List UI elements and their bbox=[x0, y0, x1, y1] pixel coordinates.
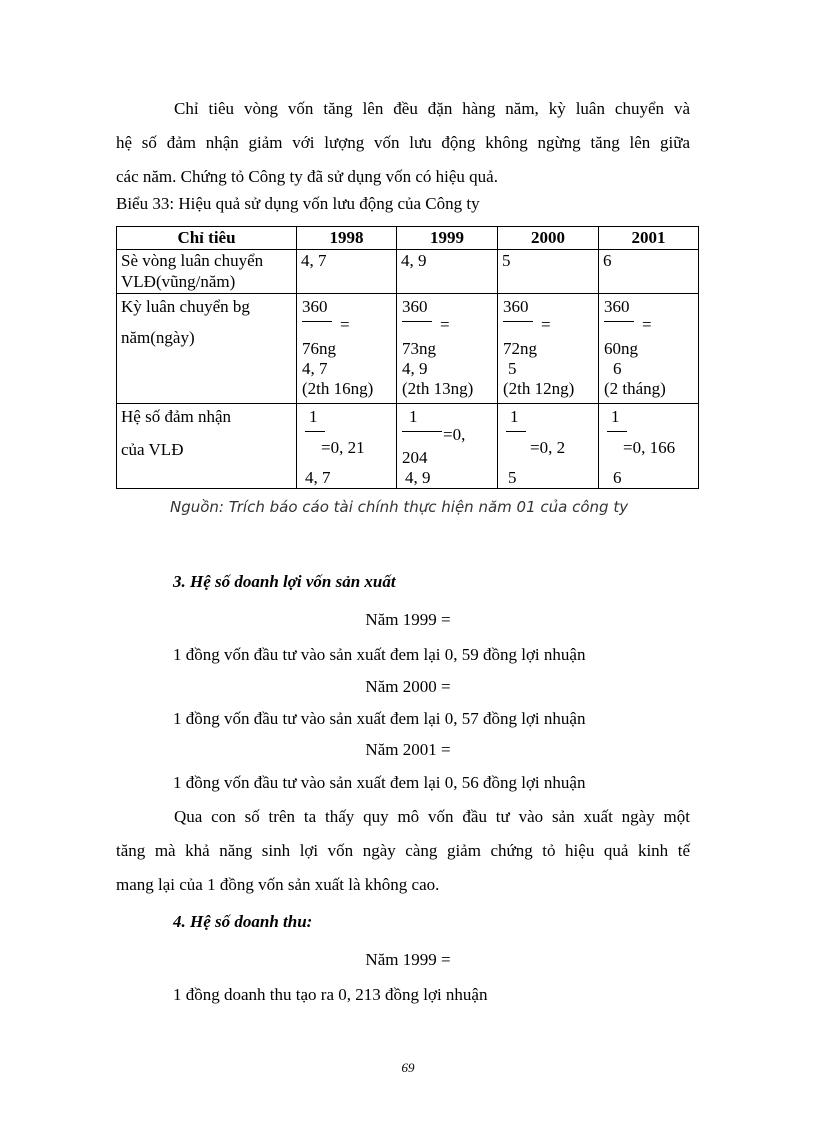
row3-cell-1999: 1 =0, 204 4, 9 bbox=[397, 404, 498, 489]
row2-label: Kỳ luân chuyển bg năm(ngày) bbox=[117, 294, 297, 404]
row3-label: Hệ số đảm nhận của VLĐ bbox=[117, 404, 297, 489]
section3-text-2001: 1 đồng vốn đầu tư vào sản xuất đem lại 0, 56 đồng lợi nhuận bbox=[173, 773, 586, 792]
intro-line-2: hệ số đảm nhận giảm với lượng vốn lưu động không ngừng tăng lên giữa bbox=[116, 133, 690, 152]
table-header-row bbox=[117, 227, 699, 250]
intro-line-1: Chỉ tiêu vòng vốn tăng lên đều đặn hàng năm, kỳ luân chuyển và bbox=[174, 99, 690, 118]
table-row bbox=[117, 250, 699, 294]
header-2000: 2000 bbox=[498, 227, 599, 250]
section3-year-2001: Năm 2001 = bbox=[365, 740, 451, 759]
page-number: 69 bbox=[401, 1060, 415, 1075]
row1-value-2001: 6 bbox=[599, 250, 699, 294]
conclusion-line-2: tăng mà khả năng sinh lợi vốn ngày càng giảm chứng tỏ hiệu quả kinh tế bbox=[116, 841, 690, 860]
section3-year-2000: Năm 2000 = bbox=[365, 677, 451, 696]
table-caption: Biểu 33: Hiệu quả sử dụng vốn lưu động của Công ty bbox=[116, 194, 480, 213]
section4-year-1999: Năm 1999 = bbox=[365, 950, 451, 969]
header-1998: 1998 bbox=[297, 227, 397, 250]
row2-cell-1999: 360 = 73ng 4, 9 (2th 13ng) bbox=[397, 294, 498, 404]
table-row bbox=[117, 294, 699, 404]
conclusion-line-3: mang lại của 1 đồng vốn sản xuất là không cao. bbox=[116, 875, 440, 894]
row3-cell-2000: 1 =0, 2 5 bbox=[498, 404, 599, 489]
row3-cell-2001: 1 =0, 166 6 bbox=[599, 404, 699, 489]
row3-cell-1998: 1 =0, 21 4, 7 bbox=[297, 404, 397, 489]
section3-heading: 3. Hệ số doanh lợi vốn sản xuất bbox=[173, 572, 396, 591]
header-indicator: Chỉ tiêu bbox=[117, 227, 297, 250]
section3-text-1999: 1 đồng vốn đầu tư vào sản xuất đem lại 0, 59 đồng lợi nhuận bbox=[173, 645, 586, 664]
row1-value-1999: 4, 9 bbox=[397, 250, 498, 294]
section3-text-2000: 1 đồng vốn đầu tư vào sản xuất đem lại 0, 57 đồng lợi nhuận bbox=[173, 709, 586, 728]
row2-cell-1998: 360 = 76ng 4, 7 (2th 16ng) bbox=[297, 294, 397, 404]
row1-label: Sè vòng luân chuyển VLĐ(vũng/năm) bbox=[117, 250, 297, 294]
header-2001: 2001 bbox=[599, 227, 699, 250]
table-source-note: Nguồn: Trích báo cáo tài chính thực hiện năm 01 của công ty bbox=[170, 498, 629, 516]
header-1999: 1999 bbox=[397, 227, 498, 250]
section4-heading: 4. Hệ số doanh thu: bbox=[173, 912, 313, 931]
row2-cell-2001: 360 = 60ng 6 (2 tháng) bbox=[599, 294, 699, 404]
capital-efficiency-table bbox=[116, 226, 699, 489]
row2-cell-2000: 360 = 72ng 5 (2th 12ng) bbox=[498, 294, 599, 404]
conclusion-line-1: Qua con số trên ta thấy quy mô vốn đầu tư vào sản xuất ngày một bbox=[174, 807, 690, 826]
intro-paragraph bbox=[116, 92, 690, 194]
section4-text-1999: 1 đồng doanh thu tạo ra 0, 213 đồng lợi nhuận bbox=[173, 985, 488, 1004]
row1-value-2000: 5 bbox=[498, 250, 599, 294]
section3-conclusion bbox=[116, 800, 690, 902]
row1-value-1998: 4, 7 bbox=[297, 250, 397, 294]
section3-year-1999: Năm 1999 = bbox=[365, 610, 451, 629]
intro-line-3: các năm. Chứng tỏ Công ty đã sử dụng vốn có hiệu quả. bbox=[116, 167, 498, 186]
table-row bbox=[117, 404, 699, 489]
